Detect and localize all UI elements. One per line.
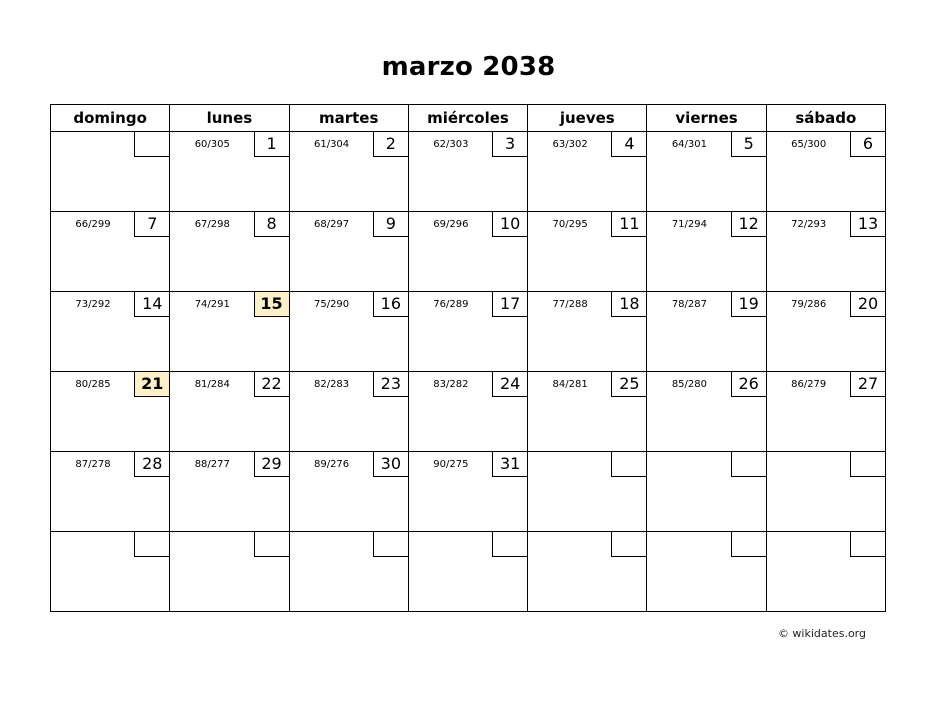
calendar-day-cell	[647, 132, 766, 212]
calendar-day-cell	[289, 132, 408, 212]
day-number: 28	[134, 452, 169, 477]
calendar-day-cell	[170, 452, 289, 532]
calendar-day-cell	[766, 292, 885, 372]
day-number: 25	[611, 372, 646, 397]
day-ordinal: 64/301	[671, 139, 707, 150]
calendar-day-cell	[51, 292, 170, 372]
calendar-week-row	[51, 132, 886, 212]
weekday-header: sábado	[766, 105, 885, 132]
calendar-day-cell	[289, 292, 408, 372]
day-ordinal: 76/289	[433, 299, 469, 310]
day-number: 24	[492, 372, 527, 397]
calendar-day-cell	[528, 452, 647, 532]
calendar-day-cell	[408, 452, 527, 532]
day-number	[731, 532, 766, 557]
day-number: 14	[134, 292, 169, 317]
day-number: 22	[254, 372, 289, 397]
day-number: 8	[254, 212, 289, 237]
calendar-day-cell	[170, 132, 289, 212]
day-ordinal: 71/294	[671, 219, 707, 230]
calendar-day-cell	[408, 372, 527, 452]
day-number: 10	[492, 212, 527, 237]
calendar-day-cell	[647, 212, 766, 292]
day-ordinal: 65/300	[791, 139, 827, 150]
calendar-day-cell	[647, 292, 766, 372]
weekday-header: lunes	[170, 105, 289, 132]
calendar-week-row	[51, 452, 886, 532]
day-number	[254, 532, 289, 557]
day-ordinal: 80/285	[75, 379, 111, 390]
copyright-footer: © wikidates.org	[777, 627, 866, 640]
calendar-day-cell	[408, 132, 527, 212]
day-number: 3	[492, 132, 527, 157]
day-ordinal: 74/291	[194, 299, 230, 310]
day-ordinal: 81/284	[194, 379, 230, 390]
day-ordinal: 89/276	[313, 459, 350, 470]
calendar-day-cell	[170, 372, 289, 452]
day-number: 31	[492, 452, 527, 477]
calendar-day-cell	[170, 212, 289, 292]
day-number: 9	[373, 212, 408, 237]
calendar-day-cell	[766, 372, 885, 452]
day-number: 11	[611, 212, 646, 237]
day-ordinal: 69/296	[433, 219, 469, 230]
day-number	[373, 532, 408, 557]
calendar-week-row	[51, 292, 886, 372]
day-ordinal: 85/280	[671, 379, 707, 390]
weekday-header: jueves	[528, 105, 647, 132]
calendar-day-cell	[170, 292, 289, 372]
calendar-day-cell	[289, 372, 408, 452]
calendar-day-cell	[408, 532, 527, 612]
day-ordinal: 70/295	[552, 219, 588, 230]
calendar-day-cell	[528, 132, 647, 212]
day-ordinal: 87/278	[75, 459, 111, 470]
day-ordinal: 73/292	[75, 299, 111, 310]
calendar-day-cell	[766, 132, 885, 212]
calendar-day-cell	[170, 532, 289, 612]
day-number: 26	[731, 372, 766, 397]
day-number: 15	[254, 292, 289, 317]
day-ordinal: 88/277	[194, 459, 230, 470]
day-ordinal: 84/281	[552, 379, 588, 390]
month-calendar-grid	[50, 104, 886, 612]
day-ordinal: 60/305	[194, 139, 230, 150]
day-number	[731, 452, 766, 477]
day-ordinal: 63/302	[552, 139, 588, 150]
calendar-day-cell	[766, 452, 885, 532]
day-number: 18	[611, 292, 646, 317]
calendar-day-cell	[51, 452, 170, 532]
day-number: 5	[731, 132, 766, 157]
calendar-day-cell	[289, 452, 408, 532]
calendar-day-cell	[647, 372, 766, 452]
day-number: 1	[254, 132, 289, 157]
day-number: 2	[373, 132, 408, 157]
weekday-header-row	[51, 105, 886, 132]
day-ordinal: 82/283	[313, 379, 350, 390]
day-ordinal: 75/290	[313, 299, 350, 310]
day-number	[134, 132, 169, 157]
day-number: 17	[492, 292, 527, 317]
day-number: 12	[731, 212, 766, 237]
day-number: 30	[373, 452, 408, 477]
calendar-day-cell	[528, 532, 647, 612]
weekday-header: martes	[289, 105, 408, 132]
calendar-day-cell	[51, 532, 170, 612]
day-number: 19	[731, 292, 766, 317]
day-number	[850, 532, 885, 557]
calendar-day-cell	[528, 372, 647, 452]
day-number: 21	[134, 372, 169, 397]
calendar-week-row	[51, 372, 886, 452]
weekday-header: viernes	[647, 105, 766, 132]
day-ordinal: 61/304	[313, 139, 350, 150]
calendar-day-cell	[408, 212, 527, 292]
day-ordinal: 79/286	[791, 299, 827, 310]
day-number	[611, 532, 646, 557]
day-number: 23	[373, 372, 408, 397]
day-number	[134, 532, 169, 557]
day-number: 27	[850, 372, 885, 397]
day-ordinal: 68/297	[313, 219, 350, 230]
day-number: 7	[134, 212, 169, 237]
day-number: 29	[254, 452, 289, 477]
calendar-day-cell	[766, 532, 885, 612]
calendar-day-cell	[647, 452, 766, 532]
day-number: 16	[373, 292, 408, 317]
calendar-day-cell	[528, 292, 647, 372]
calendar-day-cell	[647, 532, 766, 612]
calendar-day-cell	[766, 212, 885, 292]
day-number: 20	[850, 292, 885, 317]
calendar-body	[51, 132, 886, 612]
day-ordinal: 90/275	[433, 459, 469, 470]
weekday-header: miércoles	[408, 105, 527, 132]
calendar-title: marzo 2038	[381, 52, 556, 82]
calendar-day-cell	[51, 372, 170, 452]
day-ordinal: 83/282	[433, 379, 469, 390]
calendar-day-cell	[289, 212, 408, 292]
day-ordinal: 72/293	[791, 219, 827, 230]
day-number: 4	[611, 132, 646, 157]
day-number	[850, 452, 885, 477]
calendar-day-cell	[528, 212, 647, 292]
weekday-header: domingo	[51, 105, 170, 132]
calendar-day-cell	[51, 132, 170, 212]
day-number	[611, 452, 646, 477]
calendar-week-row	[51, 532, 886, 612]
calendar-day-cell	[408, 292, 527, 372]
day-number: 6	[850, 132, 885, 157]
day-ordinal: 62/303	[433, 139, 469, 150]
day-ordinal: 66/299	[75, 219, 111, 230]
day-ordinal: 78/287	[671, 299, 707, 310]
day-number	[492, 532, 527, 557]
day-ordinal: 86/279	[791, 379, 827, 390]
day-number: 13	[850, 212, 885, 237]
calendar-week-row	[51, 212, 886, 292]
day-ordinal: 77/288	[552, 299, 588, 310]
calendar-day-cell	[51, 212, 170, 292]
day-ordinal: 67/298	[194, 219, 230, 230]
calendar-day-cell	[289, 532, 408, 612]
